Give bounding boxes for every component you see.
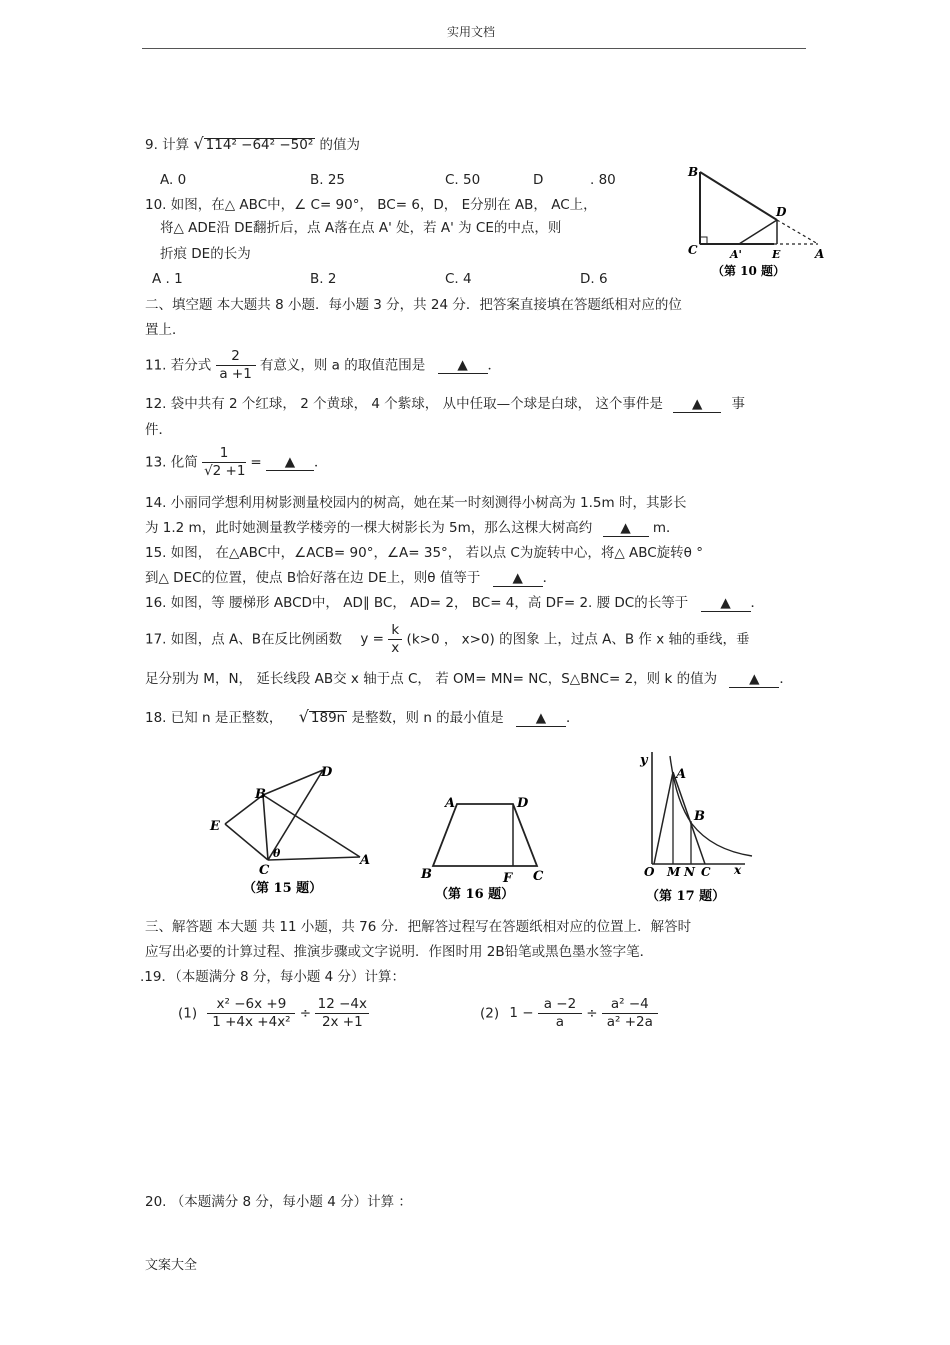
q15-line1: 15. 如图， 在△ABC中，∠ACB= 90°，∠A= 35°， 若以点 C为旋转中心，将△ ABC旋转θ ° xyxy=(145,545,703,561)
q12-answer-blank[interactable] xyxy=(673,398,721,413)
fig16-label-d: D xyxy=(517,796,529,811)
fig16-label-c: C xyxy=(533,869,544,884)
fig17-caption: （第 17 题） xyxy=(646,889,726,904)
q11-fraction xyxy=(216,348,256,383)
q17-num: k xyxy=(388,622,402,640)
fig17-label-c: C xyxy=(701,865,711,879)
q9-option-a: A. 0 xyxy=(160,172,187,188)
q14-answer-blank[interactable] xyxy=(603,522,649,537)
fig16-label-f: F xyxy=(503,871,513,886)
answer-mark-icon: ▲ xyxy=(749,671,760,687)
answer-mark-icon: ▲ xyxy=(720,595,731,611)
q20-label: 20. （本题满分 8 分，每小题 4 分）计算 ： xyxy=(145,1194,412,1210)
q13-eq: = xyxy=(250,454,262,471)
q10-option-b: B. 2 xyxy=(310,271,337,287)
q18-line: 18. 已知 n 是正整数， √ 189n 是整数，则 n 的最小值是 ▲ ． xyxy=(145,707,580,726)
q13-num: 1 xyxy=(202,445,246,463)
answer-mark-icon: ▲ xyxy=(620,520,631,536)
q9-option-b: B. 25 xyxy=(310,172,346,188)
q9-label: 9. 计算 xyxy=(145,137,190,153)
fig17-label-o: O xyxy=(644,865,655,879)
q14-text: 为 1.2 m，此时她测量教学楼旁的一棵大树影长为 5m，那么这棵大树高约 xyxy=(145,520,593,536)
q18-answer-blank[interactable] xyxy=(516,712,566,727)
fig17-label-m: M xyxy=(667,865,681,879)
q9-tail: 的值为 xyxy=(319,137,361,153)
q18-label: 18. 已知 n 是正整数， xyxy=(145,710,283,726)
fig10-label-a-prime: A' xyxy=(730,248,742,261)
page-header: 实用文档 xyxy=(447,25,496,39)
figure-15 xyxy=(205,760,380,900)
q10-option-c: C. 4 xyxy=(445,271,472,287)
q13-label: 13. 化简 xyxy=(145,454,198,471)
q11-den: a +1 xyxy=(219,365,252,382)
q18-tail: 是整数，则 n 的最小值是 xyxy=(351,710,504,726)
q15-answer-blank[interactable] xyxy=(493,572,543,587)
q17-label: 17. 如图，点 A、B在反比例函数 xyxy=(145,631,343,648)
fig15-caption: （第 15 题） xyxy=(243,881,323,896)
q10-line3: 折痕 DE的长为 xyxy=(160,246,251,262)
q19-p2-num1: a −2 xyxy=(538,996,582,1014)
fig17-label-y: y xyxy=(640,753,648,768)
q9-option-d-value: . 80 xyxy=(590,172,616,188)
fig10-caption: （第 10 题） xyxy=(712,264,786,278)
q19-p2-num2: a² −4 xyxy=(602,996,658,1014)
fig17-label-a: A xyxy=(676,767,687,782)
fig15-label-b: B xyxy=(255,787,266,802)
q11-answer-blank[interactable] xyxy=(438,359,488,374)
section3-line2: 应写出必要的计算过程、推演步骤或文字说明．作图时用 2B铅笔或黑色墨水签字笔． xyxy=(145,944,654,960)
q9-line xyxy=(145,136,360,153)
fig15-label-e: E xyxy=(210,819,220,834)
q14-line1: 14. 小丽同学想利用树影测量校园内的树高，她在某一时刻测得小树高为 1.5m 时，其影长 xyxy=(145,495,687,511)
q19-p1-fraction1 xyxy=(207,996,295,1031)
q12-text: 12. 袋中共有 2 个红球， 2 个黄球， 4 个紫球， 从中任取—个球是白球， 这个事件是 xyxy=(145,396,663,412)
q19-p1-den1: 1 +4x +4x² xyxy=(212,1013,291,1030)
q13-answer-blank[interactable] xyxy=(266,456,314,471)
fig16-caption: （第 16 题） xyxy=(435,887,515,902)
fig10-label-c: C xyxy=(688,243,698,257)
q17-line2: 足分别为 M，N， 延长线段 AB交 x 轴于点 C， 若 OM= MN= NC，S△BNC= 2，则 k 的值为 ▲ ． xyxy=(145,671,793,687)
fig17-label-b: B xyxy=(694,809,705,824)
sqrt-sign-icon: √ xyxy=(193,134,204,153)
q19-p1-label: (1) xyxy=(178,1005,198,1022)
section2-line1: 二、填空题 本大题共 8 小题．每小题 3 分，共 24 分．把答案直接填在答题纸相对应的位 xyxy=(145,297,682,313)
q16-answer-blank[interactable] xyxy=(701,597,751,612)
q12-tail: 事 xyxy=(731,396,745,412)
fig15-label-c: C xyxy=(259,863,270,878)
q18-radicand: 189n xyxy=(310,710,346,726)
page-footer: 文案大全 xyxy=(145,1258,198,1273)
fig16-label-a: A xyxy=(445,796,456,811)
q12-line2: 件． xyxy=(145,422,172,438)
q19-p2-fraction1 xyxy=(538,996,582,1031)
q11-label: 11. 若分式 xyxy=(145,357,212,374)
fig15-label-d: D xyxy=(321,765,333,780)
q10-line1: 10. 如图，在△ ABC中，∠ C= 90°， BC= 6，D， E分别在 AB， AC上， xyxy=(145,197,597,213)
fig17-label-x: x xyxy=(734,863,742,877)
q9-radicand: 114² −64² −50² xyxy=(205,137,314,153)
q9-option-d: D xyxy=(533,172,544,188)
q13-den: √2 +1 xyxy=(204,462,246,479)
q17-answer-blank[interactable] xyxy=(729,673,779,688)
q17-text2: 足分别为 M，N， 延长线段 AB交 x 轴于点 C， 若 OM= MN= NC，S△BNC= 2，则 k 的值为 xyxy=(145,671,718,687)
answer-mark-icon: ▲ xyxy=(457,357,468,374)
q19-p1-num1: x² −6x +9 xyxy=(207,996,295,1014)
q17-den: x xyxy=(391,639,400,656)
answer-mark-icon: ▲ xyxy=(512,570,523,586)
q19-p2-lead: 1 − xyxy=(509,1005,534,1022)
figure-10 xyxy=(684,162,826,282)
q11-line: 11. 若分式 $\frac{2}{a +1}$ 有意义，则 a 的取值范围是 ▲ ． xyxy=(145,348,502,382)
q9-option-c: C. 50 xyxy=(445,172,481,188)
q15-line2: 到△ DEC的位置，使点 B恰好落在边 DE上，则θ 值等于 ▲ ． xyxy=(145,570,557,586)
fig17-label-n: N xyxy=(684,865,695,879)
q19-p2-op: ÷ xyxy=(586,1005,598,1022)
q19-p2-den2: a² +2a xyxy=(606,1013,653,1030)
q11-num: 2 xyxy=(216,348,256,366)
q19-p2-fraction2 xyxy=(602,996,658,1031)
q17-cond: (k>0 ， x>0) 的图象 上，过点 A、B 作 x 轴的垂线，垂 xyxy=(406,631,750,648)
fig16-label-b: B xyxy=(421,867,432,882)
q19-part2 xyxy=(480,996,658,1031)
q12-line1 xyxy=(145,398,745,413)
q16-text: 16. 如图，等 腰梯形 ABCD中， AD∥ BC， AD= 2， BC= 4，高 DF= 2. 腰 DC的长等于 xyxy=(145,595,689,611)
q19-p1-op: ÷ xyxy=(299,1005,312,1022)
q13-fraction xyxy=(202,445,246,480)
section2-line2: 置上． xyxy=(145,322,186,338)
answer-mark-icon: ▲ xyxy=(691,396,703,412)
q19-p1-den2: 2x +1 xyxy=(321,1013,363,1030)
fig10-label-d: D xyxy=(776,205,787,219)
q14-line2 xyxy=(145,522,679,537)
q19-label: .19．（本题满分 8 分，每小题 4 分）计算： xyxy=(140,969,406,985)
figure-16 xyxy=(415,790,555,905)
q16-line: 16. 如图，等 腰梯形 ABCD中， AD∥ BC， AD= 2， BC= 4，高 DF= 2. 腰 DC的长等于 ▲ ． xyxy=(145,595,765,611)
figure-17 xyxy=(630,748,760,908)
q17-func: y = xyxy=(360,631,384,648)
fig10-label-e: E xyxy=(772,248,781,261)
q13-line: 13. 化简 $\frac{1}{√2 +1}$ = ▲ ． xyxy=(145,445,328,479)
q10-option-d: D. 6 xyxy=(580,271,608,287)
q10-option-a: A . 1 xyxy=(152,271,183,287)
q19-part1 xyxy=(178,996,369,1031)
fig15-label-theta: θ xyxy=(273,847,281,860)
q17-line1 xyxy=(145,622,750,657)
q17-fraction xyxy=(388,622,402,657)
answer-mark-icon: ▲ xyxy=(284,454,296,471)
answer-mark-icon: ▲ xyxy=(535,710,547,726)
q11-tail: 有意义，则 a 的取值范围是 xyxy=(259,357,426,374)
q19-p2-label: (2) xyxy=(480,1005,500,1022)
header-rule xyxy=(142,48,806,49)
q14-unit: m． xyxy=(652,520,680,536)
q19-p1-num2: 12 −4x xyxy=(315,996,369,1014)
q15-text: 到△ DEC的位置，使点 B恰好落在边 DE上，则θ 值等于 xyxy=(145,570,481,586)
fig15-label-a: A xyxy=(360,853,371,868)
q10-line2: 将△ ADE沿 DE翻折后，点 A落在点 A' 处，若 A' 为 CE的中点，则 xyxy=(160,220,562,236)
q19-p2-den1: a xyxy=(555,1013,565,1030)
fig10-label-a: A xyxy=(815,247,825,261)
section3-line1: 三、解答题 本大题 共 11 小题，共 76 分．把解答过程写在答题纸相对应的位置上．解答时 xyxy=(145,919,692,935)
fig10-label-b: B xyxy=(688,165,699,179)
q19-p1-fraction2 xyxy=(315,996,369,1031)
sqrt-sign-icon: √ xyxy=(298,707,309,726)
